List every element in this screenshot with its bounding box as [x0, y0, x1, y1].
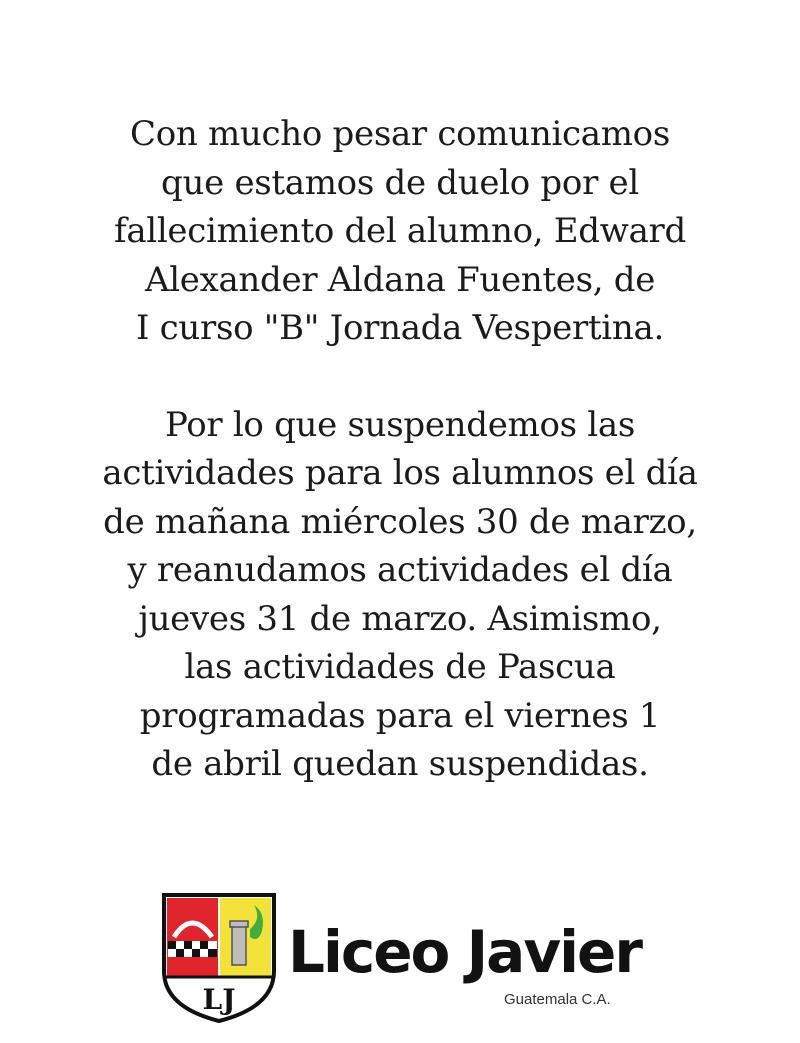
- school-location: Guatemala C.A.: [504, 991, 611, 1008]
- notice-line: y reanudamos actividades el día: [127, 550, 673, 590]
- shield-monogram: LJ: [202, 983, 236, 1016]
- condolence-notice: [0, 110, 800, 789]
- notice-paragraph-mourning: [0, 110, 800, 353]
- notice-line: fallecimiento del alumno, Edward: [114, 211, 686, 251]
- notice-line: programadas para el viernes 1: [139, 695, 661, 736]
- notice-line: de abril quedan suspendidas.: [151, 744, 649, 784]
- notice-line: Por lo que suspendemos las: [165, 404, 635, 445]
- notice-line: actividades para los alumnos el día: [102, 453, 698, 493]
- school-name: Liceo Javier: [288, 918, 641, 986]
- notice-paragraph-suspension: [0, 401, 800, 789]
- notice-line: las actividades de Pascua: [184, 647, 616, 687]
- school-shield-icon: [158, 885, 280, 1023]
- notice-line: de mañana miércoles 30 de marzo,: [103, 501, 697, 542]
- notice-line: Alexander Aldana Fuentes, de: [144, 259, 656, 300]
- notice-line: que estamos de duelo por el: [161, 162, 639, 203]
- notice-line: I curso "B" Jornada Vespertina.: [136, 308, 664, 348]
- shield-checkered-band: [168, 941, 217, 957]
- notice-line: Con mucho pesar comunicamos: [129, 114, 670, 154]
- school-logo: [158, 885, 658, 1025]
- notice-line: jueves 31 de marzo. Asimismo,: [138, 598, 662, 639]
- shield-tower: [232, 925, 246, 965]
